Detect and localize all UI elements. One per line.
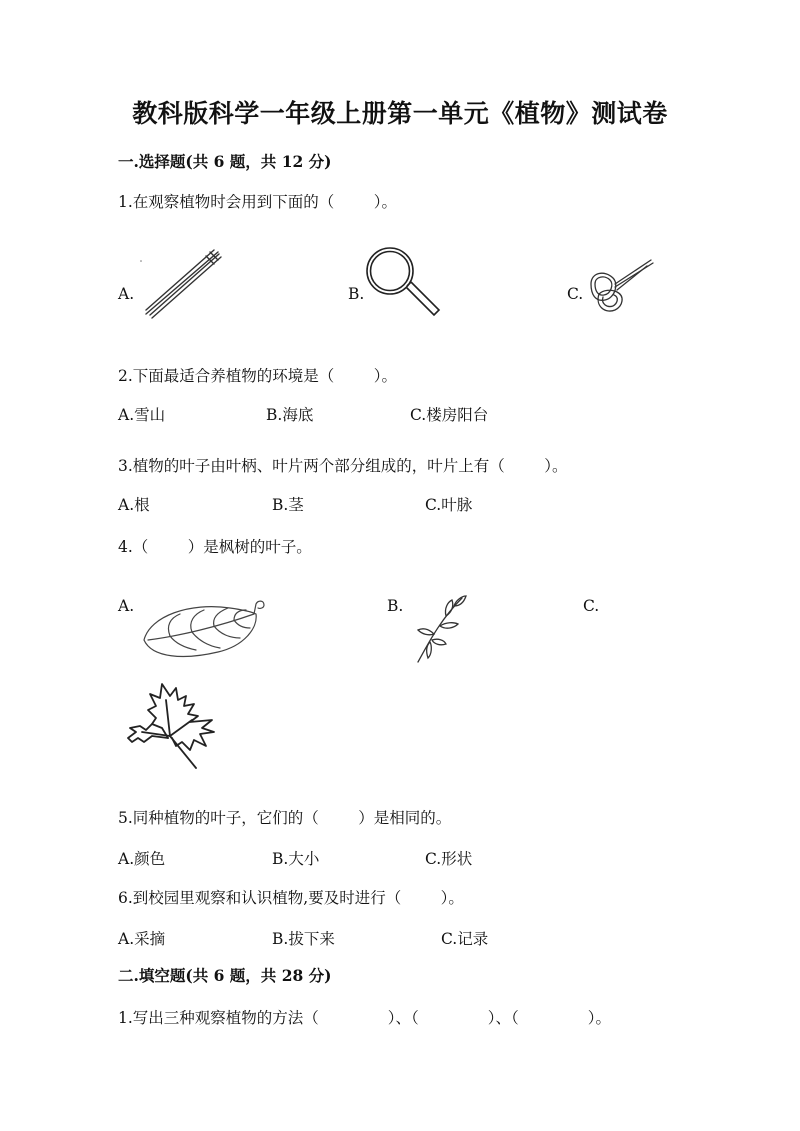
- section-heading-fill: 二.填空题(共 6 题，共 28 分): [118, 966, 332, 985]
- q2-option-c: C.楼房阳台: [410, 406, 489, 424]
- fill-question-1: 1.写出三种观察植物的方法（ ）、（ ）、（ ）。: [118, 1009, 611, 1027]
- q4-option-b-label: B.: [387, 597, 404, 615]
- q1-option-b-label: B.: [348, 285, 365, 303]
- chopsticks-icon: [140, 244, 226, 322]
- q3-option-b: B.茎: [272, 496, 304, 514]
- question-1: 1.在观察植物时会用到下面的（ ）。: [118, 193, 397, 211]
- q2-option-b: B.海底: [266, 406, 314, 424]
- question-4: 4.（ ）是枫树的叶子。: [118, 538, 312, 556]
- section-heading-choice: 一.选择题(共 6 题，共 12 分): [118, 152, 332, 171]
- q5-option-b: B.大小: [272, 850, 320, 868]
- q1-option-c-label: C.: [567, 285, 584, 303]
- q3-option-c: C.叶脉: [425, 496, 473, 514]
- oval-leaf-icon: [140, 596, 268, 660]
- q2-option-a: A.雪山: [118, 406, 166, 424]
- q6-option-c: C.记录: [441, 930, 489, 948]
- page-title: 教科版科学一年级上册第一单元《植物》测试卷: [132, 99, 668, 128]
- q4-option-a-label: A.: [118, 597, 135, 615]
- q6-option-a: A.采摘: [118, 930, 166, 948]
- question-5: 5.同种植物的叶子，它们的（ ）是相同的。: [118, 809, 452, 827]
- q4-option-c-label: C.: [583, 597, 600, 615]
- q5-option-a: A.颜色: [118, 850, 166, 868]
- q6-option-b: B.拔下来: [272, 930, 335, 948]
- maple-leaf-icon: [122, 680, 218, 776]
- scissors-icon: [585, 254, 657, 320]
- question-2: 2.下面最适合养植物的环境是（ ）。: [118, 367, 397, 385]
- q1-option-a-label: A.: [118, 285, 135, 303]
- magnifying-glass-icon: [363, 244, 445, 322]
- question-3: 3.植物的叶子由叶柄、叶片两个部分组成的，叶片上有（ ）。: [118, 457, 568, 475]
- q5-option-c: C.形状: [425, 850, 473, 868]
- q3-option-a: A.根: [118, 496, 150, 514]
- willow-twig-icon: [410, 594, 470, 664]
- question-6: 6.到校园里观察和认识植物,要及时进行（ ）。: [118, 889, 464, 907]
